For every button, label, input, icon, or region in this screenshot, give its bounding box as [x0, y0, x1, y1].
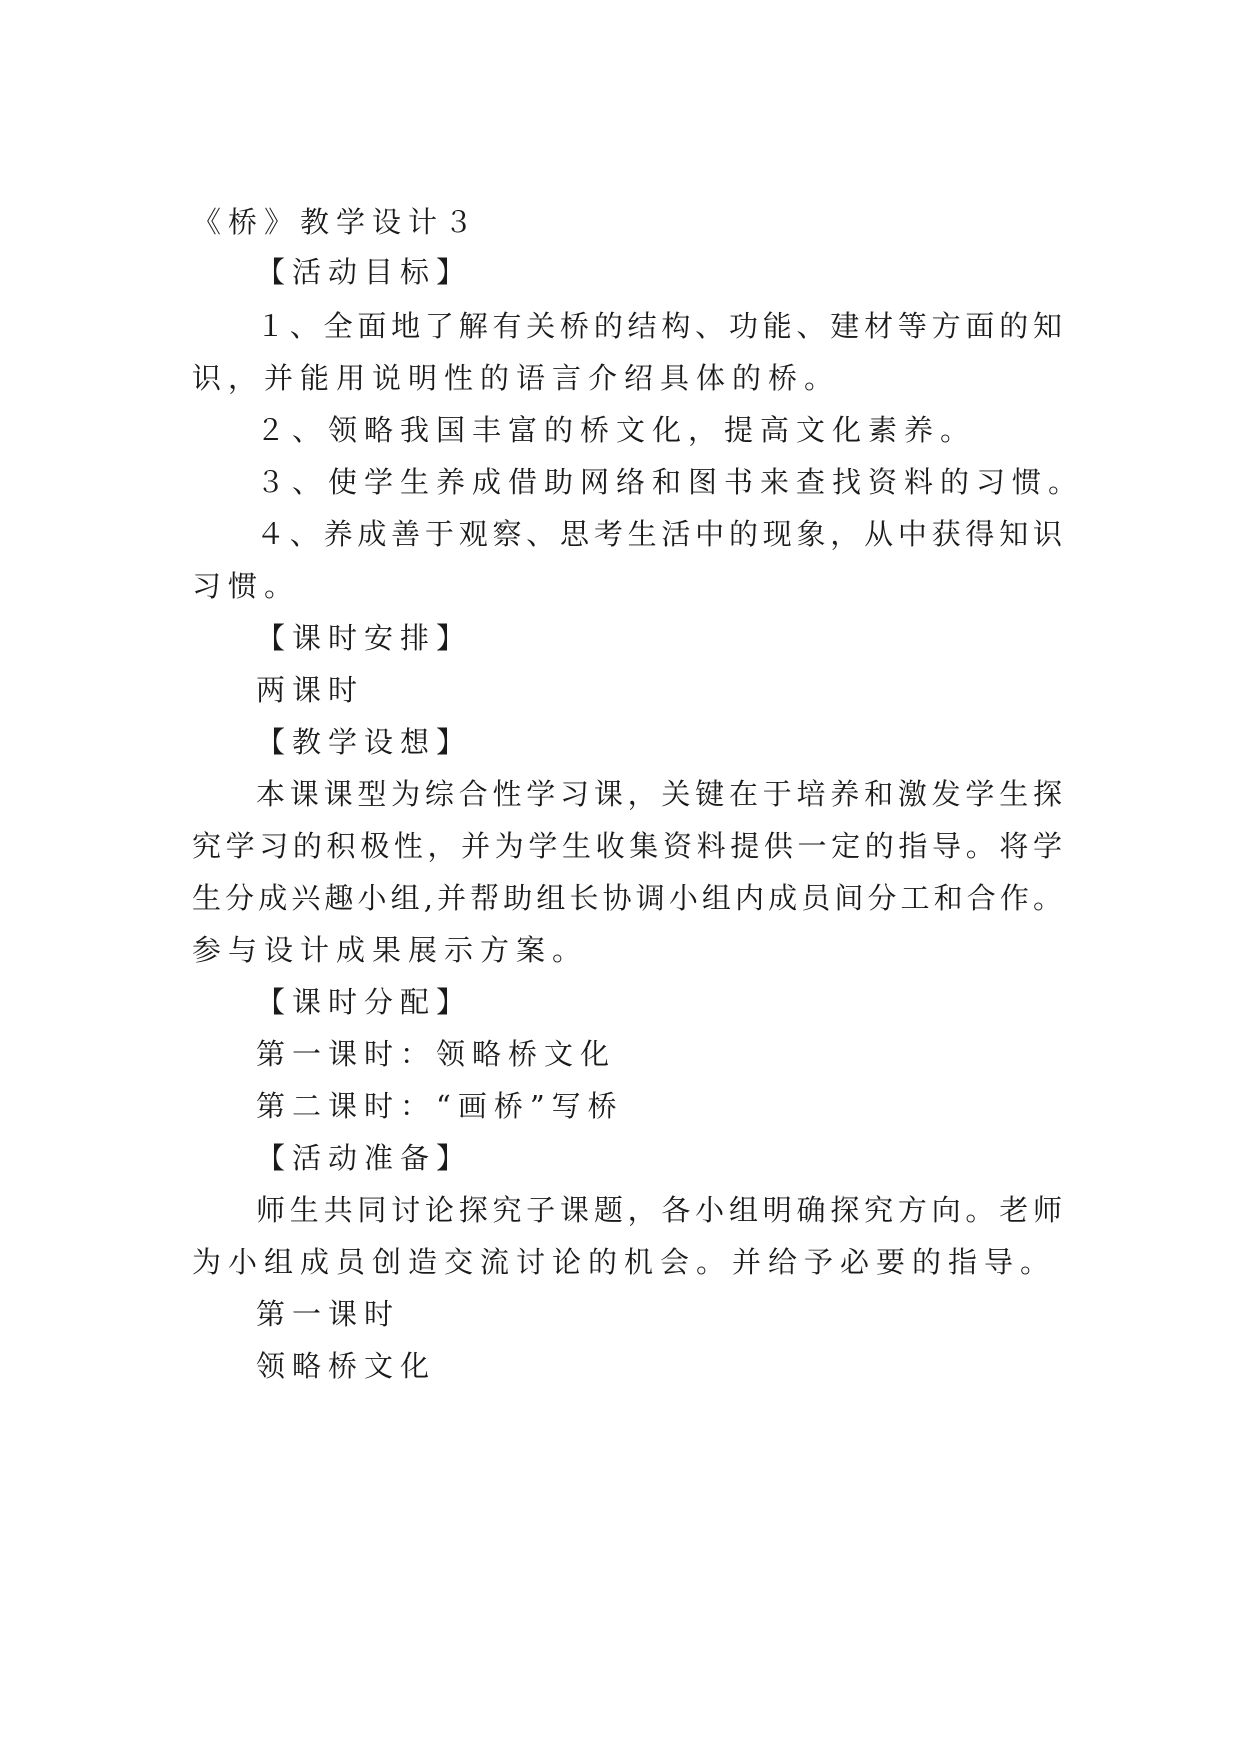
idea-line-2: 究学习的积极性，并为学生收集资料提供一定的指导。将学	[192, 829, 1062, 863]
prep-line-1: 师生共同讨论探究子课题，各小组明确探究方向。老师	[256, 1193, 1062, 1227]
goal-4-line-2: 习惯。	[192, 569, 301, 603]
idea-line-3: 生分成兴趣小组,并帮助组长协调小组内成员间分工和合作。	[192, 881, 1062, 915]
allocation-lesson-1: 第一课时：领略桥文化	[256, 1037, 617, 1071]
idea-line-4: 参与设计成果展示方案。	[192, 933, 589, 967]
prep-heading: 【活动准备】	[256, 1141, 473, 1175]
prep-line-2: 为小组成员创造交流讨论的机会。并给予必要的指导。	[192, 1245, 1057, 1279]
schedule-text: 两课时	[256, 673, 365, 707]
goals-heading: 【活动目标】	[256, 255, 473, 289]
schedule-heading: 【课时安排】	[256, 621, 473, 655]
goal-1-line-1: １、全面地了解有关桥的结构、功能、建材等方面的知	[256, 309, 1062, 343]
lesson-1-heading: 第一课时	[256, 1297, 401, 1331]
allocation-lesson-2: 第二课时：“画桥”写桥	[256, 1089, 624, 1123]
allocation-heading: 【课时分配】	[256, 985, 473, 1019]
goal-1-line-2: 识，并能用说明性的语言介绍具体的桥。	[192, 361, 841, 395]
document-title: 《桥》教学设计３	[192, 205, 481, 239]
lesson-1-title: 领略桥文化	[256, 1349, 437, 1383]
goal-4-line-1: ４、养成善于观察、思考生活中的现象，从中获得知识	[256, 517, 1062, 551]
idea-line-1: 本课课型为综合性学习课，关键在于培养和激发学生探	[256, 777, 1062, 811]
goal-2: ２、领略我国丰富的桥文化，提高文化素养。	[256, 413, 977, 447]
goal-3: ３、使学生养成借助网络和图书来查找资料的习惯。	[256, 465, 1085, 499]
idea-heading: 【教学设想】	[256, 725, 473, 759]
